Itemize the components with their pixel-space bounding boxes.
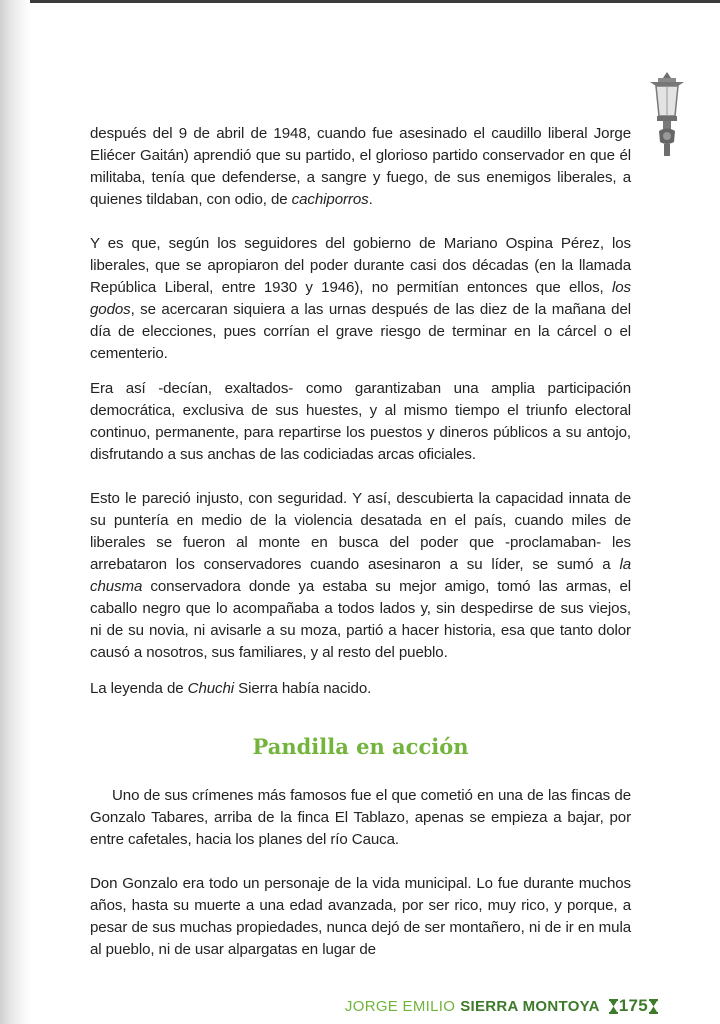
emphasis-los-godos: los godos [90, 279, 631, 318]
section-heading: Pandilla en acción [252, 734, 469, 759]
page-number-group [609, 996, 658, 1016]
page-binding-shadow [0, 0, 30, 1024]
paragraph-3: Era así -decían, exaltados- como garantizaban una amplia participación democrática, exclusiva de sus huestes, y al mismo tiempo el triunfo electoral continuo, permanente, para repartirse los puestos y dineros públicos a su antojo, disfrutando a sus anchas de las codiciadas arcas oficiales. [90, 380, 631, 463]
paragraph-6: Uno de sus crímenes más famosos fue el que cometió en una de las fincas de Gonzalo Tabares, arriba de la finca El Tablazo, apenas se empieza a bajar, por entre cafetales, hacia los planes del río Cauca. [90, 787, 631, 848]
page-number: 175 [618, 996, 648, 1015]
paragraph-5: La leyenda de Chuchi Sierra había nacido. [90, 680, 372, 697]
footer-author-last: SIERRA MONTOYA [460, 997, 600, 1015]
emphasis-la-chusma: la chusma [90, 556, 631, 595]
street-lamp-icon [646, 70, 688, 160]
paragraph-1: después del 9 de abril de 1948, cuando fue asesinado el caudillo liberal Jorge Eliécer Gaitán) aprendió que su partido, el glorioso partido conservador en que él militaba, tenía que defenderse, a sangre y fuego, de sus enemigos liberales, a quienes tildaban, con odio, de cachiporros. [90, 125, 631, 208]
hourglass-icon [649, 999, 658, 1014]
emphasis-chuchi: Chuchi [187, 680, 235, 697]
emphasis-cachiporros: cachiporros [291, 191, 369, 208]
top-border-line [0, 0, 720, 3]
paragraph-4: Esto le pareció injusto, con seguridad. Y así, descubierta la capacidad innata de su puntería en medio de la violencia desatada en el país, cuando miles de liberales se fueron al monte en busca del poder que -proclamaban- les arrebataron los conservadores cuando asesinaron a su líder, se sumó a la chusma conservadora donde ya estaba su mejor amigo, tomó las armas, el caballo negro que lo acompañaba a todos lados y, sin despedirse de sus viejos, ni de su novia, ni avisarle a su moza, partió a hacer historia, esa que tanto dolor causó a nosotros, sus familiares, y al resto del pueblo. [90, 490, 631, 661]
paragraph-7: Don Gonzalo era todo un personaje de la vida municipal. Lo fue durante muchos años, hasta su muerte a una edad avanzada, por ser rico, muy rico, y porque, a pesar de sus muchas propiedades, nunca dejó de ser montañero, ni de ir en mula al pueblo, ni de usar alpargatas en lugar de [90, 875, 631, 958]
hourglass-icon [609, 999, 618, 1014]
page-footer [345, 996, 658, 1016]
paragraph-2: Y es que, según los seguidores del gobierno de Mariano Ospina Pérez, los liberales, que se apropiaron del poder durante casi dos décadas (en la llamada República Liberal, entre 1930 y 1946), no permitían entonces que ellos, los godos, se acercaran siquiera a las urnas después de las diez de la mañana del día de elecciones, pues corrían el grave riesgo de terminar en la cárcel o el cementerio. [90, 235, 631, 362]
footer-author-first: JORGE EMILIO [344, 997, 456, 1015]
